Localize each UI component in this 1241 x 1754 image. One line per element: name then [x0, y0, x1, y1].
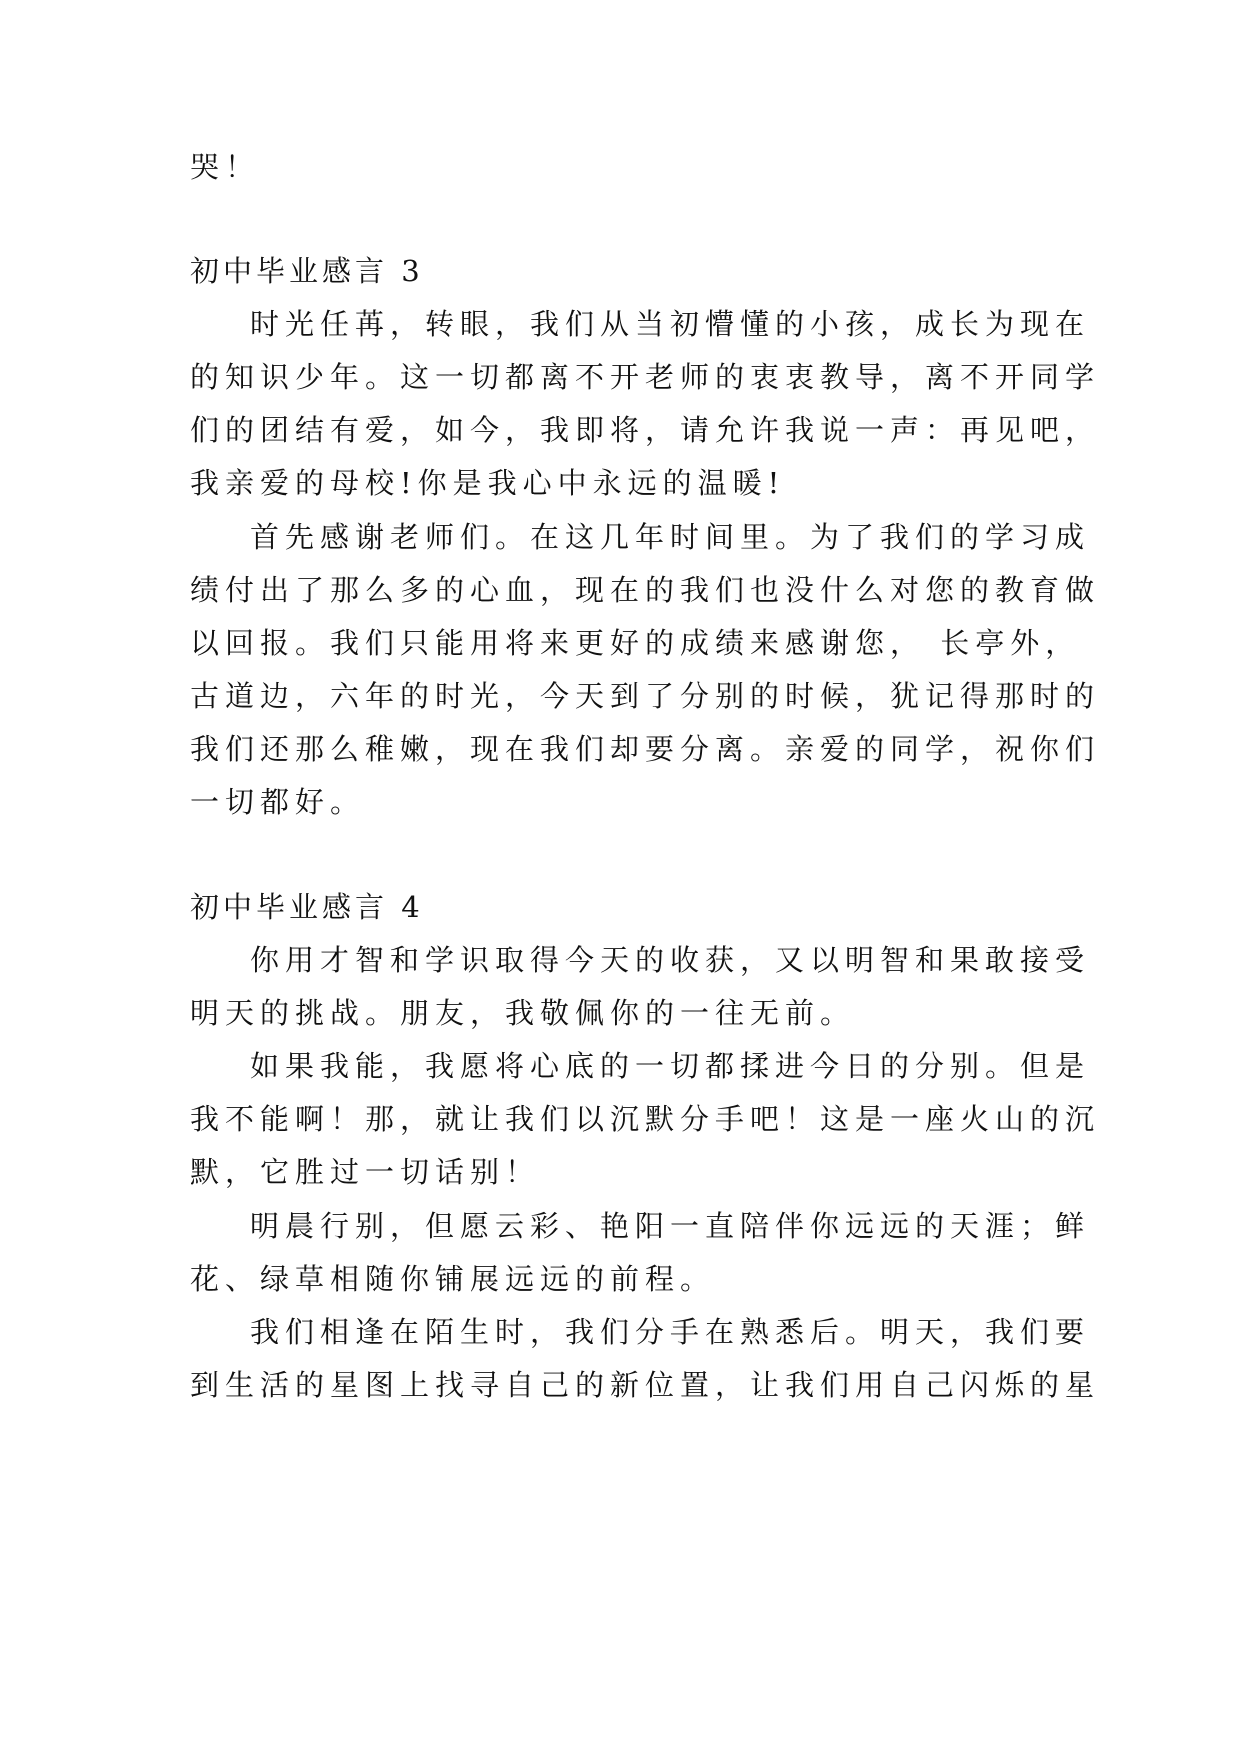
paragraph-line: 明晨行别，但愿云彩、艳阳一直陪伴你远远的天涯；鲜 — [250, 1209, 1091, 1243]
paragraph-line: 古道边，六年的时光，今天到了分别的时候，犹记得那时的 — [190, 679, 1101, 713]
section-heading: 初中毕业感言 3 — [190, 254, 424, 288]
paragraph-line: 我们还那么稚嫩，现在我们却要分离。亲爱的同学，祝你们 — [190, 732, 1101, 766]
paragraph-line: 默，它胜过一切话别！ — [190, 1155, 541, 1189]
paragraph-line: 的知识少年。这一切都离不开老师的衷衷教导，离不开同学 — [190, 360, 1101, 394]
paragraph-line: 我亲爱的母校!你是我心中永远的温暖! — [190, 466, 786, 500]
paragraph-line: 首先感谢老师们。在这几年时间里。为了我们的学习成 — [250, 520, 1091, 554]
section-heading: 初中毕业感言 4 — [190, 890, 424, 924]
paragraph-line: 一切都好。 — [190, 785, 366, 819]
paragraph-line: 我不能啊！那，就让我们以沉默分手吧！这是一座火山的沉 — [190, 1102, 1101, 1136]
paragraph-line: 以回报。我们只能用将来更好的成绩来感谢您， 长亭外， — [190, 626, 1081, 660]
paragraph-line: 绩付出了那么多的心血，现在的我们也没什么对您的教育做 — [190, 573, 1101, 607]
paragraph-line: 我们相逢在陌生时，我们分手在熟悉后。明天，我们要 — [250, 1315, 1091, 1349]
paragraph-line: 明天的挑战。朋友，我敬佩你的一往无前。 — [190, 996, 856, 1030]
paragraph-line: 花、绿草相随你铺展远远的前程。 — [190, 1262, 716, 1296]
text-line: 哭！ — [190, 150, 261, 184]
paragraph-line: 时光任苒，转眼，我们从当初懵懂的小孩，成长为现在 — [250, 307, 1091, 341]
paragraph-line: 如果我能，我愿将心底的一切都揉进今日的分别。但是 — [250, 1049, 1091, 1083]
paragraph-line: 们的团结有爱，如今，我即将，请允许我说一声：再见吧， — [190, 413, 1101, 447]
paragraph-line: 到生活的星图上找寻自己的新位置，让我们用自己闪烁的星 — [190, 1368, 1101, 1402]
paragraph-line: 你用才智和学识取得今天的收获，又以明智和果敢接受 — [250, 943, 1091, 977]
